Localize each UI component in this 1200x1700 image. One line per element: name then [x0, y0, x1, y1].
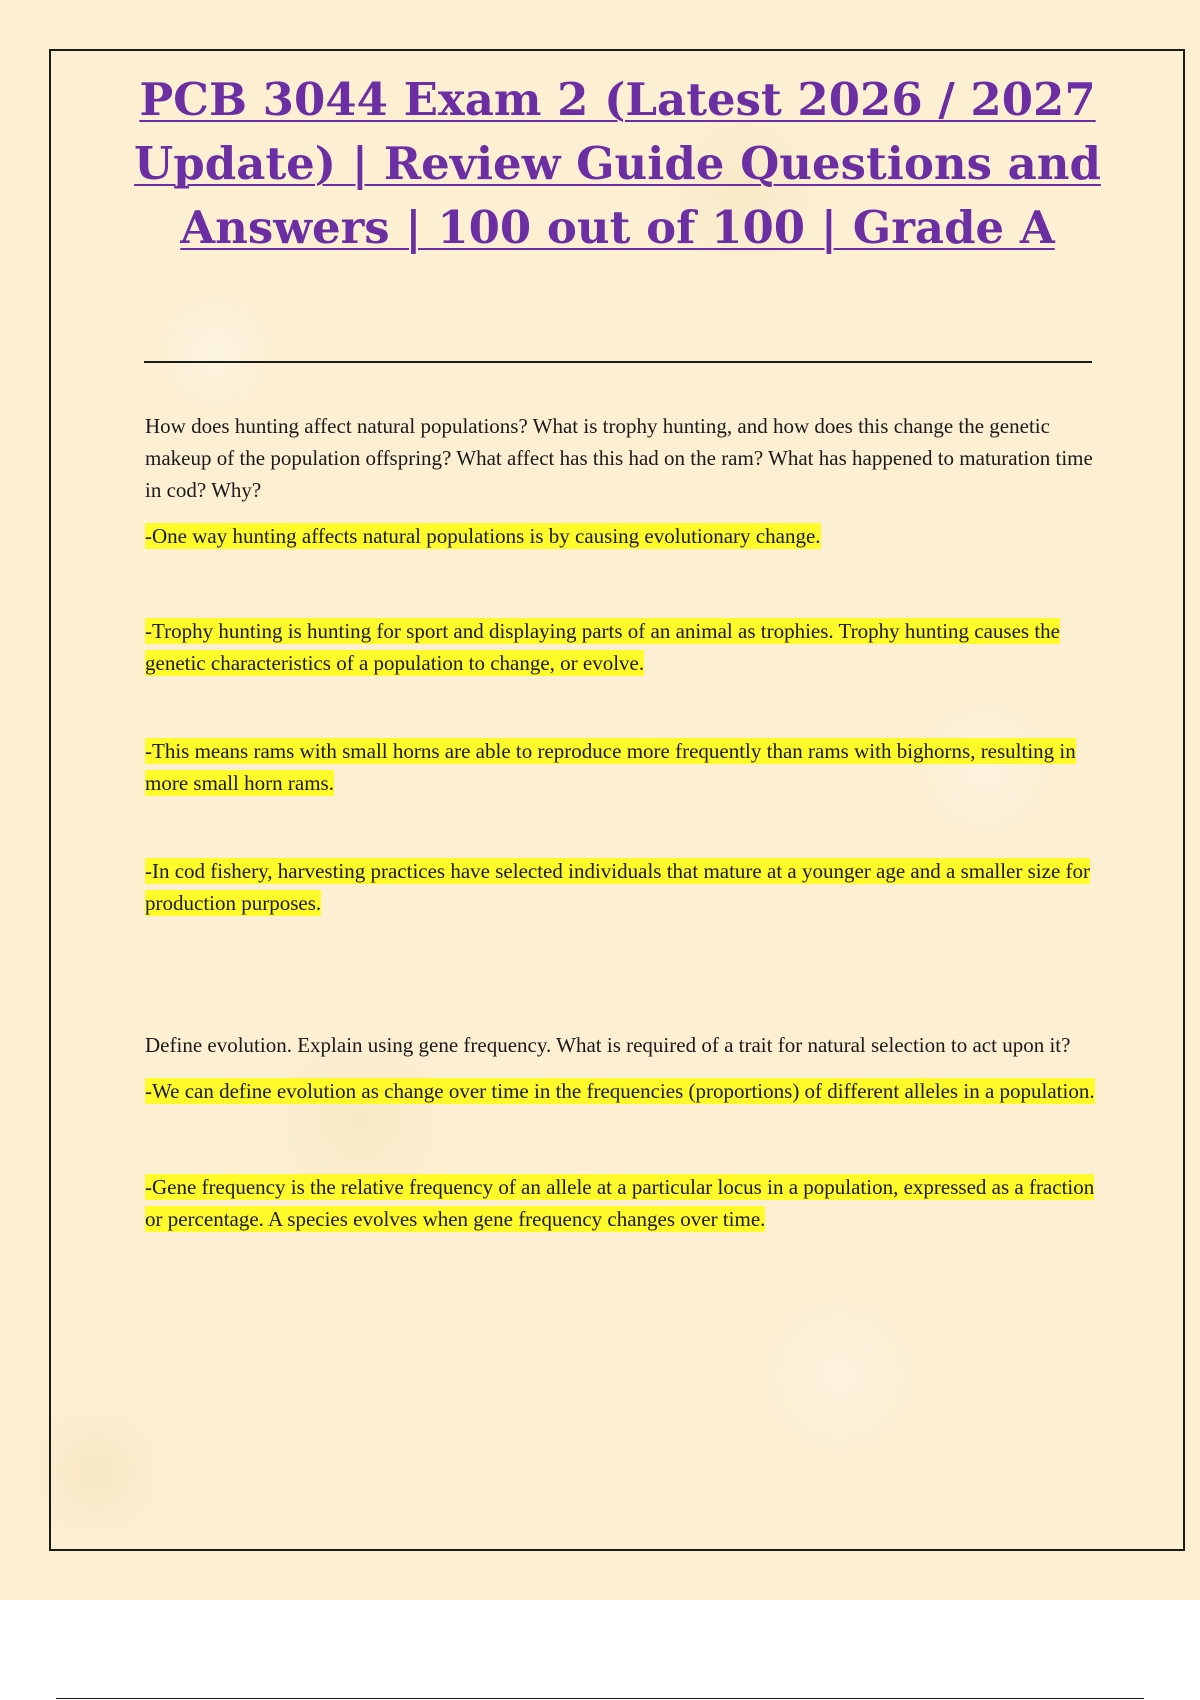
- answer-1-3: [145, 735, 1095, 799]
- highlighted-answer: -This means rams with small horns are able to reproduce more frequently than rams with bighorns, resulting in more small horn rams.: [145, 739, 1076, 795]
- footer-divider: [56, 1698, 1144, 1699]
- highlighted-answer: -We can define evolution as change over time in the frequencies (proportions) of different alleles in a population.: [145, 1079, 1095, 1103]
- highlighted-answer: -In cod fishery, harvesting practices have selected individuals that mature at a younger age and a smaller size for production purposes.: [145, 859, 1091, 915]
- answer-1-4: [145, 855, 1095, 919]
- highlighted-answer: -Gene frequency is the relative frequency of an allele at a particular locus in a population, expressed as a fraction or percentage. A species evolves when gene frequency changes over time.: [145, 1175, 1095, 1231]
- highlighted-answer: -Trophy hunting is hunting for sport and displaying parts of an animal as trophies. Trophy hunting causes the genetic characteristics of a population to change, or evolve.: [145, 619, 1060, 675]
- title-divider: [144, 361, 1092, 363]
- question-2: Define evolution. Explain using gene frequency. What is required of a trait for natural selection to act upon it?: [145, 1033, 1071, 1057]
- highlighted-answer: -One way hunting affects natural populations is by causing evolutionary change.: [145, 524, 821, 548]
- document-title: PCB 3044 Exam 2 (Latest 2026 / 2027 Update) | Review Guide Questions and Answers | 100 out of 100 | Grade A: [134, 73, 1101, 254]
- answer-2-2: [145, 1171, 1095, 1235]
- answer-1-1: [145, 520, 1095, 552]
- qa-content: [145, 410, 1095, 1235]
- answer-2-1: [145, 1075, 1095, 1107]
- answer-1-2: [145, 615, 1095, 679]
- question-1: How does hunting affect natural populations? What is trophy hunting, and how does this change the genetic makeup of the population offspring? What affect has this had on the ram? What has happened to maturation time in cod? Why?: [145, 414, 1093, 502]
